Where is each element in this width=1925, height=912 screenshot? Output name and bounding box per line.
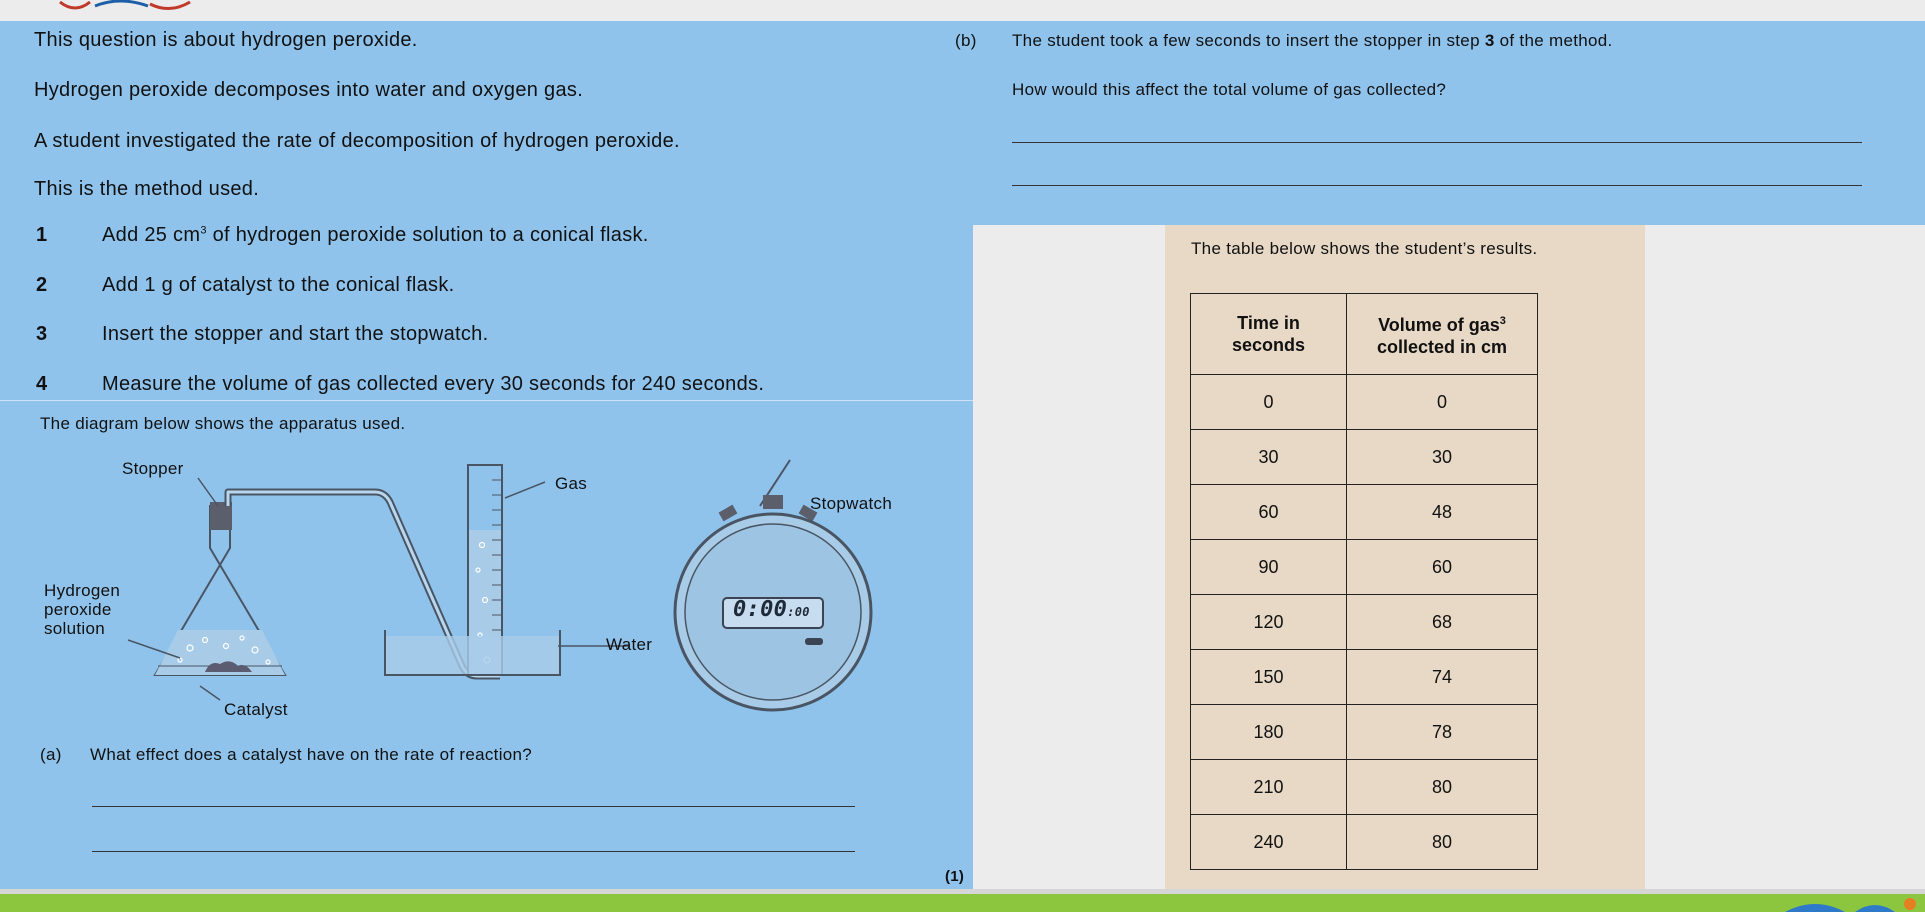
section-divider [0, 400, 973, 401]
table-caption: The table below shows the student’s results. [1191, 239, 1538, 258]
results-table [1190, 293, 1538, 870]
header-volume: Volume of gas$^3$ collected in cm [1347, 294, 1538, 375]
label-gas: Gas [555, 474, 588, 493]
time-cell: 180 [1191, 705, 1347, 760]
time-cell: 60 [1191, 485, 1347, 540]
intro-line-4: This is the method used. [34, 178, 260, 200]
step-text: Measure the volume of gas collected every 30 seconds for 240 seconds. [102, 373, 765, 395]
step-text: Insert the stopper and start the stopwatch. [102, 323, 489, 345]
marks-a: (1) [945, 868, 965, 885]
apparatus-diagram [30, 450, 930, 730]
answer-line-b-2[interactable] [1012, 185, 1862, 186]
brand-logo-icon [1775, 894, 1925, 912]
table-row [1191, 760, 1538, 815]
step-text: Add 25 $cm^3$ of hydrogen peroxide solution to a conical flask. [102, 224, 649, 246]
label-catalyst: Catalyst [224, 700, 288, 719]
time-cell: 30 [1191, 430, 1347, 485]
intro-line-3: A student investigated the rate of decomposition of hydrogen peroxide. [34, 130, 680, 152]
header-time: Time in seconds [1191, 294, 1347, 375]
volume-cell: 0 [1347, 375, 1538, 430]
table-row [1191, 485, 1538, 540]
label-stopper: Stopper [122, 459, 184, 478]
table-row [1191, 705, 1538, 760]
step-number: 4 [36, 373, 48, 395]
diagram-caption: The diagram below shows the apparatus used. [40, 414, 406, 433]
volume-cell: 60 [1347, 540, 1538, 595]
time-cell: 150 [1191, 650, 1347, 705]
stopwatch-display: 0:00:00 [733, 597, 810, 622]
bottom-bar [0, 894, 1925, 912]
question-a-label: (a) [40, 745, 62, 764]
question-b-panel [973, 21, 1925, 225]
label-peroxide: peroxide [44, 600, 112, 619]
volume-cell: 80 [1347, 760, 1538, 815]
question-b-text-2: How would this affect the total volume of gas collected? [1012, 80, 1447, 99]
logo-icon [40, 0, 210, 21]
intro-line-2: Hydrogen peroxide decomposes into water and oxygen gas. [34, 79, 584, 101]
table-row [1191, 815, 1538, 870]
answer-line-a-1[interactable] [92, 806, 855, 807]
question-a-text: What effect does a catalyst have on the rate of reaction? [90, 745, 533, 764]
question-b-text: The student took a few seconds to insert the stopper in step 3 of the method. [1012, 31, 1613, 50]
step-text: Add 1 g of catalyst to the conical flask. [102, 274, 455, 296]
volume-cell: 30 [1347, 430, 1538, 485]
table-row [1191, 375, 1538, 430]
time-cell: 120 [1191, 595, 1347, 650]
label-water: Water [606, 635, 653, 654]
time-cell: 0 [1191, 375, 1347, 430]
label-solution: solution [44, 619, 105, 638]
volume-cell: 80 [1347, 815, 1538, 870]
table-row [1191, 650, 1538, 705]
question-b-label: (b) [955, 31, 977, 50]
step-number: 1 [36, 224, 48, 246]
time-cell: 90 [1191, 540, 1347, 595]
table-row [1191, 540, 1538, 595]
table-row [1191, 595, 1538, 650]
intro-line-1: This question is about hydrogen peroxide. [34, 29, 418, 51]
label-stopwatch: Stopwatch [810, 494, 893, 513]
stopper [210, 502, 232, 530]
table-row [1191, 430, 1538, 485]
time-cell: 210 [1191, 760, 1347, 815]
volume-cell: 48 [1347, 485, 1538, 540]
volume-cell: 78 [1347, 705, 1538, 760]
volume-cell: 74 [1347, 650, 1538, 705]
step-number: 2 [36, 274, 48, 296]
volume-cell: 68 [1347, 595, 1538, 650]
table-header-row [1191, 294, 1538, 375]
time-cell: 240 [1191, 815, 1347, 870]
answer-line-b-1[interactable] [1012, 142, 1862, 143]
step-number: 3 [36, 323, 48, 345]
answer-line-a-2[interactable] [92, 851, 855, 852]
label-hydrogen: Hydrogen [44, 581, 121, 600]
